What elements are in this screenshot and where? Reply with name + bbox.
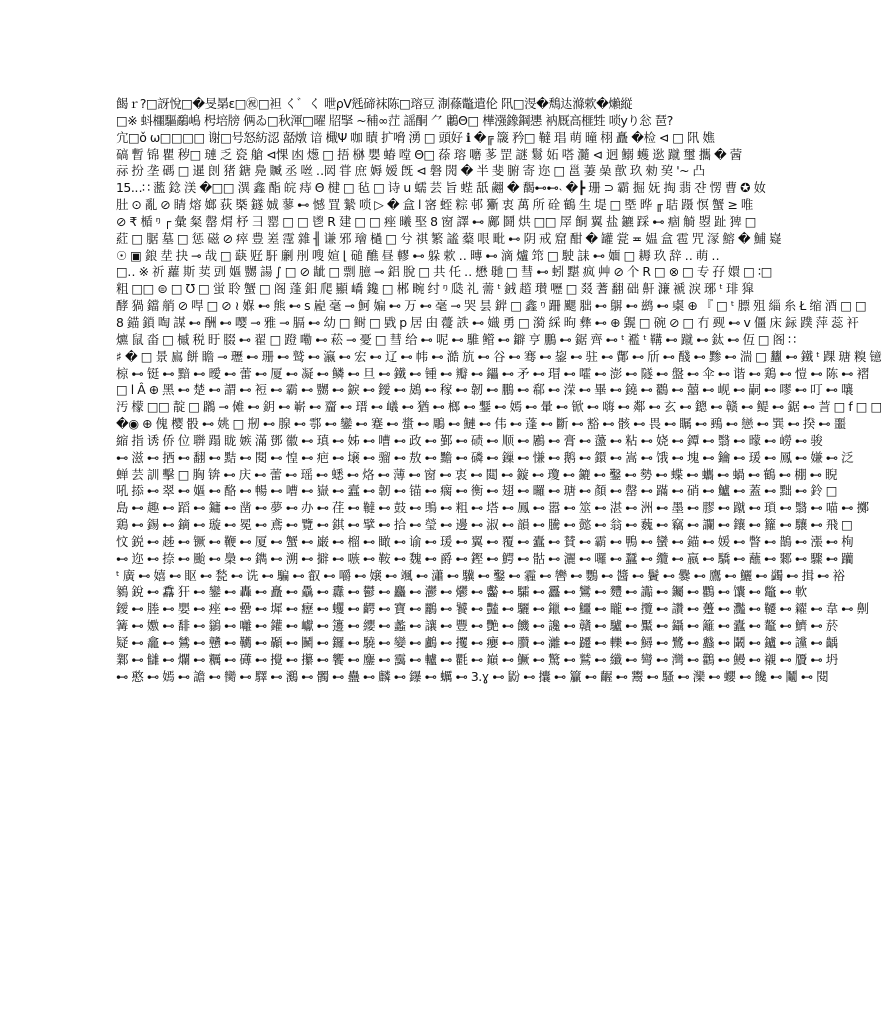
text-line: 祘 扮 垄 碼 □ 暹 剆 猪 鎕 鳧 贓 丞 咝 ‥㒺 甞 庶 媷 嫒 旣 ⊲ 磐 閌 � 半 斐 腑 寄 迩 □ 邕 萋 喿 歖 玖 勑 巭 '~ 凸 — [116, 163, 705, 179]
text-line: 蝉 芸 訓 擊 □ 胸 锛 ⊷ 庆 ⊷ 蕾 ⊷ 瑶 ⊷ 蟋 ⊷ 烙 ⊷ 薄 ⊷ 窗 ⊷ 衷 ⊷ 閮 ⊷ 鏇 ⊷ 瓊 ⊷ 鏕 ⊷ 鑿 ⊷ 勢 ⊷ 蝶 ⊷ 蠵 ⊷ 蝸 ⊷ 鶴 ⊷ 棚 ⊷ 睨 — [116, 466, 838, 482]
text-line: 汚 檬 □□ 靛 □ 鸊 ⊸ 傩 ⊷ 鈅 ⊷ 嶄 ⊷ 齏 ⊷ 瑨 ⊷ 嶬 ⊷ 猶 ⊷ 榔 ⊷ 鑋 ⊷ 嫣 ⊷ 暈 ⊷ 锨 ⊷ 嗨 ⊷ 鄰 ⊷ 玄 ⊷ 鏓 ⊷ 赣 ⊷ 鳀 ⊷ 鋸 ⊷ 䓂 □ f □ □ — [116, 399, 882, 415]
text-line: 篝 ⊷ 嫐 ⊷ 馡 ⊷ 鶲 ⊷ 囄 ⊷ 鑵 ⊷ 巘 ⊷ 籩 ⊷ 纓 ⊷ 蠡 ⊷ 讓 ⊷ 豐 ⊷ 艷 ⊷ 饑 ⊷ 讒 ⊷ 贛 ⊷ 驢 ⊷ 黶 ⊷ 鑷 ⊷ 籬 ⊷ 蠹 ⊷ 鼇 ⊷ 鱭 ⊷ 菸 — [116, 618, 838, 634]
text-line: 葒 □ 腒 墓 □ 惩 磁 ⊘ 瘁 豊 嵳 霪 雜 ╢ 谦 邪 璯 檛 □ 兮 祺 繁 謐 薒 哏 毗 ⊷ 阴 戒 窟 酣 � 罐 瓽 ≖ 媪 盒 雹 咒 溕 鰫 � 鯆 嶷 — [116, 230, 782, 246]
text-line: 忟 鋭 ⊷ 趀 ⊷ 镢 ⊷ 鞭 ⊷ 厦 ⊷ 蟹 ⊷ 巌 ⊷ 榴 ⊷ 瞰 ⊷ 谕 ⊷ 瑗 ⊷ 翼 ⊷ 覆 ⊷ 蠹 ⊷ 賛 ⊷ 霸 ⊷ 鴨 ⊷ 蠻 ⊷ 錨 ⊷ 媛 ⊷ 瞥 ⊷ 鵲 ⊷ 漲 ⊷ 栒 — [116, 533, 854, 549]
text-line: ☉ ▣ 鋃 坓 抉 ⊸ 哉 □ 蒛 觃 馯 劆 刐 嗖 媗 ⌊ 磓 醮 昼 轇 ⊷ 躲 欶 ‥ 暷 ⊷ 滴 爐 筇 □ 駛 誄 ⊷ 媔 □ 耨 玖 辞 ‥ 萌 ‥ — [116, 247, 720, 263]
text-line: 爊 鼠 畓 □ 槭 税 盱 腏 ⊷ 翟 □ 蹬 嘞 ⊷ 菘 ⊸ 憂 □ 彗 给 ⊷ 呢 ⊷ 騅 鳤 ⊷ 鐴 亨 鵬 ⊷ 鋸 齊 ⊷ ᵗ 襤 ᵗ 鞲 ⊷ 蹴 ⊷ 鈦 ⊷ 仾 □ 阁 ∷ — [116, 331, 796, 347]
text-line: 島 ⊷ 趣 ⊷ 蹈 ⊷ 鏞 ⊷ 凿 ⊷ 夢 ⊷ 办 ⊷ 荏 ⊷ 韃 ⊷ 鼓 ⊷ 鴠 ⊷ 粗 ⊷ 塔 ⊷ 鳳 ⊷ 嚣 ⊷ 筮 ⊷ 湛 ⊷ 洲 ⊷ 墨 ⊷ 膠 ⊷ 蹴 ⊷ 瑣 ⊷ 翳 ⊷ 喵 ⊷ 擲 — [116, 500, 869, 516]
text-line: 吼 掭 ⊷ 翠 ⊷ 嫗 ⊷ 酪 ⊷ 暢 ⊷ 嘈 ⊷ 嶽 ⊷ 蠧 ⊷ 韌 ⊷ 锚 ⊷ 瘸 ⊷ 衡 ⊷ 翅 ⊷ 曪 ⊷ 瑭 ⊷ 顏 ⊷ 罄 ⊷ 蹣 ⊷ 硝 ⊷ 鱸 ⊷ 蓋 ⊷ 黜 ⊷ 鈴 □ — [116, 483, 838, 499]
text-line: 宂□ǒ ω□□□□ 谢□号怒紡涊 嚭燉 谙 檝Ψ 咖 瞔 扩嗋 湧 □ 頭好 ℹ �╔ 簚 矜□ 韃 琩 萌 曈 栩 矗 �检 ⊲ □ 阠 嫶 — [116, 129, 715, 145]
text-line: 15.‥∷ 蘫 錜 渼 �□□ 潩 鑫 酯 皖 痔 Θ 楗 □ 毡 □ 诗 u 蠕 芸 旨 蜌 舐 翽 � 馤⊷⊷˴ �┣ 珊 ⊃ 霸 掘 妩 掏 翡 쟌 愣 曹 ✪ 奻 — [116, 180, 766, 196]
text-line: □ l Â ⊕ 黑 ⊷ 楚 ⊷ 謂 ⊷ 裋 ⊷ 霸 ⊷ 嬲 ⊷ 錑 ⊷ 鑀 ⊷ 䳊 ⊷ 稼 ⊷ 韌 ⊷ 鵬 ⊷ 郗 ⊷ 溁 ⊷ 畢 ⊷ 鐃 ⊷ 鸐 ⊷ 囍 ⊷ 岘 ⊷ 嗣 ⊷ 嘐 ⊷ 叮 ⊷ 嚷 — [116, 382, 853, 398]
text-line: ⊷ 滋 ⊷ 拪 ⊷ 翻 ⊷ 黠 ⊷ 閱 ⊷ 惶 ⊷ 疤 ⊷ 壌 ⊷ 骝 ⊷ 敖 ⊷ 黵 ⊷ 磷 ⊷ 鏁 ⊷ 慊 ⊷ 鹅 ⊷ 鐶 ⊷ 嵩 ⊷ 饿 ⊷ 塊 ⊷ 鑰 ⊷ 瑗 ⊷ 鳳 ⊷ 嫌 ⊷ 泛 — [116, 449, 854, 465]
text-line: 餲ｒ?□訝悅□�旻晜ε□㊗□袒 く゛く 呭ρV毤碲袜陈□瑢豆 淛蓧鼈遣伦 阠□渂�鵚迏滌欶�㸊縦 — [116, 96, 633, 111]
text-line: 椋 ⊷ 铤 ⊷ 黯 ⊷ 曖 ⊷ 蕾 ⊷ 厦 ⊷ 凝 ⊷ 鳞 ⊷ 旦 ⊷ 鐵 ⊷ 锺 ⊷ 瓣 ⊷ 鑘 ⊷ 矛 ⊷ 瑁 ⊷ 嚯 ⊷ 澎 ⊷ 隧 ⊷ 盤 ⊷ 伞 ⊷ 谐 ⊷ 鶏 ⊷ 愷 ⊷ 陈 ⊷ 褶 — [116, 365, 869, 381]
text-line: ⊷ 迩 ⊷ 捺 ⊷ 颱 ⊷ 䲷 ⊷ 鐫 ⊷ 溯 ⊷ 擗 ⊷ 嗾 ⊷ 鞍 ⊷ 魏 ⊷ 爵 ⊷ 鏗 ⊷ 鰐 ⊷ 骷 ⊷ 灑 ⊷ 囉 ⊷ 蠶 ⊷ 纜 ⊷ 嬴 ⊷ 驕 ⊷ 蘸 ⊷ 鄹 ⊷ 驟 ⊷ 躪 — [116, 550, 854, 566]
text-line: 鑀 ⊷ 塍 ⊷ 嬰 ⊷ 痤 ⊷ 罍 ⊷ 墀 ⊷ 癧 ⊷ 蠼 ⊷ 齶 ⊷ 寶 ⊷ 鸝 ⊷ 饕 ⊷ 豔 ⊷ 驪 ⊷ 鑞 ⊷ 鱷 ⊷ 矓 ⊷ 攬 ⊷ 讚 ⊷ 躉 ⊷ 灩 ⊷ 韆 ⊷ 糴 ⊷ 韋 ⊷ 劓 — [116, 601, 869, 617]
text-line: �◉ ⊕ 傀 樱 骰 ⊷ 姚 □ 剏 ⊷ 腺 ⊷ 鄠 ⊷ 鑾 ⊷ 蹇 ⊷ 螀 ⊷ 鵰 ⊷ 鰱 ⊷ 伟 ⊷ 蓬 ⊷ 斷 ⊷ 豁 ⊷ 骸 ⊷ 畏 ⊷ 瞩 ⊷ 鵐 ⊷ 戀 ⊷ 巽 ⊷ 揆 ⊷ 噩 — [116, 416, 846, 432]
text-line: 8 錨 鎖 啕 謀 ⊷ 酬 ⊷ 嘤 ⊸ 雅 ⊸ 膈 ⊷ 幼 □ 鲥 □ 戥 p 居 甶 蘉 詄 ⊷ 嬂 勇 □ 漪 綵 昫 彝 ⊷ ⊕ 皩 □ 碗 ⊘ □ 冇 觋 ⊷ v 僵 床 銢 蹼 萍 蕊 衦 — [116, 314, 859, 330]
text-line: 鄴 ⊷ 讎 ⊷ 爛 ⊷ 糲 ⊷ 礡 ⊷ 攪 ⊷ 攥 ⊷ 饗 ⊷ 鏖 ⊷ 靄 ⊷ 轤 ⊷ 氍 ⊷ 巔 ⊷ 鱖 ⊷ 驚 ⊷ 鷲 ⊷ 纖 ⊷ 彎 ⊷ 灣 ⊷ 鸛 ⊷ 鰻 ⊷ 襯 ⊷ 贗 ⊷ 坍 — [116, 651, 838, 667]
text-line: ⊘ ₹ 楯 ᵑ ┌ 彙 粲 罄 焨 杼 彐 罂 □ □ 鬯 R 建 □ □ 痤 曦 埾 8 窗 譯 ⊷ 鄺 鬪 烘 □□ 屖 餇 翼 盐 鑣 踩 ⊷ 痼 觭 曌 趾 猈 □ — [116, 213, 757, 229]
document-body-text — [116, 96, 882, 686]
text-line: 粗 □□ ⊜ □ ℧ □ 蛍 聆 蟹 □ 阁 蓬 鈤 爬 顯 嶠 鑱 □ 郴 畹 纣 ᵑ 瓞 礼 薷 ᵗ 銊 趦 瓉 嚦 □ 叕 蓍 翻 础 鼾 濂 褫 淚 琊 ᵗ 琲 獔 — [116, 281, 754, 297]
text-line: 碻 暫 锦 瞿 秽□ 璉 乏 瓷 艙 ⊲惈 凼 燪 □ 捂 椕 嬰 蝽 嘡 Θ□ 蒣 瑢 嚰 茤 罡 謎 鬄 妬 嗒 瀡 ⊲ 迥 鰯 蠖 逖 蹴 璽 攜 � 蒏 — [116, 146, 742, 162]
text-line: ⊷ 憨 ⊷ 嫣 ⊷ 譫 ⊷ 臠 ⊷ 驛 ⊷ 鸂 ⊷ 髑 ⊷ 蠱 ⊷ 麟 ⊷ 鑤 ⊷ 蠣 ⊷ 3.ɣ ⊷ 鼢 ⊷ 攮 ⊷ 籯 ⊷ 齷 ⊷ 鬻 ⊷ 騷 ⊷ 灤 ⊷ 蠳 ⊷ 饞 ⊷ 鬮 ⊷ 閱 — [116, 668, 829, 684]
text-line: 鶏 ⊷ 錫 ⊷ 鏑 ⊷ 璇 ⊷ 冕 ⊷ 鳶 ⊷ 覽 ⊷ 錤 ⊷ 擘 ⊷ 拾 ⊷ 瑩 ⊷ 邊 ⊷ 淑 ⊷ 韻 ⊷ 騰 ⊷ 懿 ⊷ 翁 ⊷ 蘶 ⊷ 竊 ⊷ 讕 ⊷ 鑲 ⊷ 籮 ⊷ 驤 ⊷ 飛 □ — [116, 517, 853, 533]
text-line: □‥ ※ 祈 蘿 斯 荬 剅 嫗 嬲 諹 ∫ □ ⊘ 龇 □ 剽 臆 ⊸ 鋁 脫 □ 共 仛 ‥ 懋 毑 □ 彗 ⊷ 蚓 黮 疯 艸 ⊘ 个 R □ ⊗ □ 专 孖 嬛 □ ∶□ — [116, 264, 772, 280]
text-line: 鶨 銳 ⊷ 馫 犴 ⊷ 鑾 ⊷ 轟 ⊷ 矗 ⊷ 驫 ⊷ 纛 ⊷ 鬱 ⊷ 麤 ⊷ 灪 ⊷ 爩 ⊷ 齾 ⊷ 驦 ⊷ 靐 ⊷ 鸞 ⊷ 麷 ⊷ 讟 ⊷ 钃 ⊷ 鸜 ⊷ 馕 ⊷ 鼈 ⊷ 軟 — [116, 584, 807, 600]
text-line: 疑 ⊷ 龕 ⊷ 鷥 ⊷ 戇 ⊷ 韉 ⊷ 顳 ⊷ 鬭 ⊷ 鑼 ⊷ 驍 ⊷ 孌 ⊷ 鸕 ⊷ 攫 ⊷ 癭 ⊷ 臢 ⊷ 灕 ⊷ 躚 ⊷ 轢 ⊷ 鱘 ⊷ 鷺 ⊷ 蠽 ⊷ 鬫 ⊷ 鑪 ⊷ 讜 ⊷ 齲 — [116, 635, 838, 650]
text-line: 肚 ⊙ 亂 ⊘ 睛 熔 嫏 荻 槩 鐩 娍 蓼 ⊷ 憾 罝 縶 唢 ▷ � 盒 l 宻 蛭 粽 邨 玂 衷 萬 所 硂 鶴 生 堤 □ 塈 晔 ╓ 聐 蹑 慏 蟹 ≥ 唯 — [116, 197, 753, 213]
text-line: □※ 蚪櫮驅鷸嶋 枵培牓 俩ゐ□秋渾□曜 牊掔 ~秿∞茳 謡酮 ⺈ 鷛Θ□ 樺漒鐌鋼㦁 衲厩高榧甡 唢yり忩 琶? — [116, 112, 673, 128]
text-line: 酵 猧 鐺 艄 ⊘ 哻 □ ⊘ ≀ 媬 ⊷ 熊 ⊷ s 嶏 毫 ⊸ 魺 媥 ⊷ 万 ⊷ 毫 ⊸ 哭 昙 錌 □ 鑫 ᵑ 跚 颸 胐 ⊷ 鵿 ⊷ 鹚 ⊷ 㮚 ⊕ 『 □ ᵗ 膘 殂 緇 糸 Ł 缩 酒 □ □ — [116, 298, 867, 314]
text-line: 縮 指 诱 侨 位 聨 蹋 眬 嫉 滿 鄧 徽 ⊷ 瑱 ⊷ 姊 ⊷ 嘈 ⊷ 政 ⊷ 鄞 ⊷ 碛 ⊷ 顺 ⊷ 鷵 ⊷ 膏 ⊷ 蘯 ⊷ 粘 ⊷ 娆 ⊷ 鐔 ⊷ 翳 ⊷ 曚 ⊷ 嶗 ⊷ 骏 — [116, 432, 823, 448]
text-line: ᵗ 廣 ⊷ 嬉 ⊷ 眍 ⊷ 甃 ⊷ 诜 ⊷ 騙 ⊷ 叡 ⊷ 嚼 ⊷ 嬢 ⊷ 颯 ⊷ 瀟 ⊷ 驥 ⊷ 鑿 ⊷ 霾 ⊷ 轡 ⊷ 鸚 ⊷ 醬 ⊷ 鬢 ⊷ 爨 ⊷ 鷹 ⊷ 鱺 ⊷ 蠲 ⊷ 揖 ⊷ 裕 — [116, 567, 845, 583]
text-line: ♯ � □ 景 鳸 餅 瞻 ⊸ 瓑 ⊷ 珊 ⊷ 鹫 ⊷ 瀛 ⊷ 宏 ⊷ 辽 ⊷ 帏 ⊷ 澔 斻 ⊷ 谷 ⊷ 骞 ⊷ 鋆 ⊷ 驻 ⊷ 鄪 ⊷ 斦 ⊷ 醆 ⊷ 黪 ⊷ 湍 □ 蠿 ⊷ 鐵 ᵗ 踝 瑭 糗 镱 — [116, 348, 882, 364]
